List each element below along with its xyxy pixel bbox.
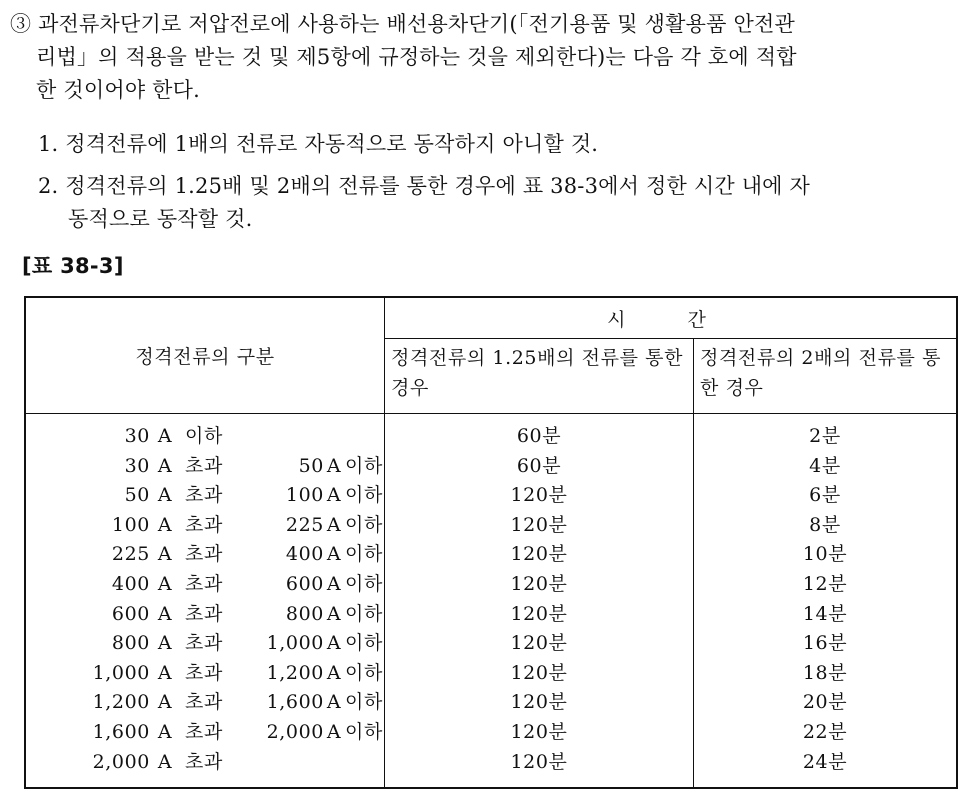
- paragraph-line-3: 한 것이어야 한다.: [36, 78, 201, 102]
- range-unit-2: A: [326, 513, 342, 536]
- range-op-1: 초과: [185, 454, 223, 477]
- table-cell-time-125x: 120분: [510, 602, 568, 625]
- range-op-2: 이하: [345, 720, 383, 743]
- range-op-1: 초과: [185, 661, 223, 684]
- range-to: 50: [298, 454, 324, 477]
- list-item-2-text: 2. 정격전류의 1.25배 및 2배의 전류를 통한 경우에 표 38-3에서 정한 시간 내에 자: [38, 174, 811, 198]
- range-op-1: 초과: [185, 484, 223, 507]
- range-to: 800: [285, 602, 324, 625]
- main-paragraph: [10, 8, 960, 107]
- table-cell-time-2x: 10분: [802, 543, 848, 566]
- table-row-class: [26, 481, 384, 511]
- table-cell-time-2x: 4분: [809, 454, 841, 477]
- table-cell-time-125x: 120분: [510, 572, 568, 595]
- list-item-2: [38, 170, 971, 236]
- range-unit-1: A: [157, 572, 173, 595]
- header-125x: 정격전류의 1.25배의 전류를 통한 경우: [385, 339, 694, 414]
- range-unit-2: A: [326, 602, 342, 625]
- table-cell-time-125x: 120분: [510, 720, 568, 743]
- range-unit-2: A: [326, 632, 342, 655]
- range-from: 1,200: [92, 691, 150, 714]
- table-cell-time-125x: 120분: [510, 632, 568, 655]
- range-from: 1,600: [92, 720, 150, 743]
- table-cell-time-2x: 22분: [802, 720, 848, 743]
- range-unit-2: [324, 748, 344, 778]
- list-item-1-text: 1. 정격전류에 1배의 전류로 자동적으로 동작하지 아니할 것.: [38, 132, 599, 156]
- range-op-2: 이하: [345, 513, 383, 536]
- header-time: [385, 297, 958, 339]
- range-op-2: 이하: [345, 691, 383, 714]
- table-row-class: [26, 600, 384, 630]
- range-op-1: 초과: [185, 543, 223, 566]
- range-unit-2: A: [326, 543, 342, 566]
- range-from: 50: [124, 484, 150, 507]
- range-unit-2: [324, 422, 344, 452]
- table-cell-time-2x: 8분: [809, 513, 841, 536]
- column-time-2x: [694, 414, 958, 789]
- paragraph-line-2: 리법」의 적용을 받는 것 및 제5항에 규정하는 것을 제외한다)는 다음 각 호에 적합: [36, 45, 797, 69]
- range-op-2: [344, 748, 384, 778]
- range-op-2: 이하: [345, 543, 383, 566]
- table-row-class: [26, 422, 384, 452]
- range-unit-1: A: [157, 661, 173, 684]
- range-unit-1: A: [157, 513, 173, 536]
- range-to: 100: [285, 484, 324, 507]
- range-to: [228, 422, 324, 452]
- range-unit-2: A: [326, 572, 342, 595]
- range-to: 600: [285, 572, 324, 595]
- header-rated-class: 정격전류의 구분: [25, 297, 385, 414]
- range-op-2: 이하: [345, 454, 383, 477]
- range-from: 600: [111, 602, 150, 625]
- table-row-class: [26, 540, 384, 570]
- range-unit-1: A: [157, 425, 173, 447]
- table-row-class: [26, 688, 384, 718]
- table-cell-time-125x: 60분: [516, 454, 562, 477]
- range-op-1: 초과: [185, 691, 223, 714]
- range-op-2: 이하: [345, 661, 383, 684]
- table-cell-time-125x: 120분: [510, 691, 568, 714]
- range-from: 1,000: [92, 661, 150, 684]
- table-cell-time-2x: 2분: [809, 425, 841, 447]
- range-unit-2: A: [326, 661, 342, 684]
- range-unit-1: A: [157, 543, 173, 566]
- range-from: 800: [111, 632, 150, 655]
- table-cell-time-2x: 18분: [802, 661, 848, 684]
- range-to: 400: [285, 543, 324, 566]
- range-op-1: 초과: [185, 513, 223, 536]
- rated-current-table: [24, 296, 958, 789]
- list-item-1: [38, 128, 971, 161]
- range-unit-1: A: [157, 484, 173, 507]
- range-op-2: 이하: [345, 602, 383, 625]
- range-from: 30: [124, 425, 150, 447]
- range-to: 1,000: [266, 632, 324, 655]
- column-rated-class: [25, 414, 385, 789]
- range-op-1: 이하: [185, 425, 223, 447]
- range-to: 1,600: [266, 691, 324, 714]
- table-cell-time-2x: 24분: [802, 750, 848, 773]
- range-op-1: 초과: [185, 750, 223, 773]
- range-unit-1: A: [157, 691, 173, 714]
- column-time-125x: [385, 414, 694, 789]
- range-to: 2,000: [266, 720, 324, 743]
- range-from: 225: [111, 543, 150, 566]
- header-time-label: 시 간: [607, 308, 734, 331]
- table-row-class: [26, 748, 384, 778]
- range-from: 400: [111, 572, 150, 595]
- table-row-class: [26, 570, 384, 600]
- table-cell-time-125x: 120분: [510, 661, 568, 684]
- list-item-2-continuation: 동적으로 동작할 것.: [68, 207, 253, 231]
- table-cell-time-2x: 12분: [802, 572, 848, 595]
- range-to: [228, 748, 324, 778]
- range-unit-1: A: [157, 720, 173, 743]
- range-op-1: 초과: [185, 602, 223, 625]
- range-unit-2: A: [326, 454, 342, 477]
- range-unit-1: A: [157, 632, 173, 655]
- range-op-2: 이하: [345, 632, 383, 655]
- table-row-class: [26, 629, 384, 659]
- table-cell-time-2x: 6분: [809, 484, 841, 507]
- table-row-class: [26, 452, 384, 482]
- range-from: 100: [111, 513, 150, 536]
- range-op-2: [344, 422, 384, 452]
- range-unit-2: A: [326, 484, 342, 507]
- range-unit-2: A: [326, 720, 342, 743]
- table-row-class: [26, 718, 384, 748]
- table-cell-time-2x: 14분: [802, 602, 848, 625]
- range-from: 2,000: [92, 750, 150, 773]
- table-cell-time-125x: 120분: [510, 543, 568, 566]
- table-row-class: [26, 659, 384, 689]
- range-op-1: 초과: [185, 632, 223, 655]
- range-to: 1,200: [266, 661, 324, 684]
- range-unit-1: A: [157, 602, 173, 625]
- table-cell-time-125x: 120분: [510, 484, 568, 507]
- range-to: 225: [285, 513, 324, 536]
- table-cell-time-2x: 16분: [802, 632, 848, 655]
- range-op-2: 이하: [345, 572, 383, 595]
- table-cell-time-125x: 120분: [510, 513, 568, 536]
- table-row-class: [26, 511, 384, 541]
- range-unit-2: A: [326, 691, 342, 714]
- header-2x: 정격전류의 2배의 전류를 통한 경우: [694, 339, 958, 414]
- range-op-1: 초과: [185, 720, 223, 743]
- range-unit-1: A: [157, 454, 173, 477]
- range-op-2: 이하: [345, 484, 383, 507]
- range-unit-1: A: [157, 750, 173, 773]
- range-op-1: 초과: [185, 572, 223, 595]
- paragraph-line-1: ③ 과전류차단기로 저압전로에 사용하는 배선용차단기(「전기용품 및 생활용품 안전관: [10, 12, 795, 36]
- table-cell-time-2x: 20분: [802, 691, 848, 714]
- table-cell-time-125x: 120분: [510, 750, 568, 773]
- range-from: 30: [124, 454, 150, 477]
- table-label: [표 38-3]: [22, 254, 124, 278]
- table-cell-time-125x: 60분: [516, 425, 562, 447]
